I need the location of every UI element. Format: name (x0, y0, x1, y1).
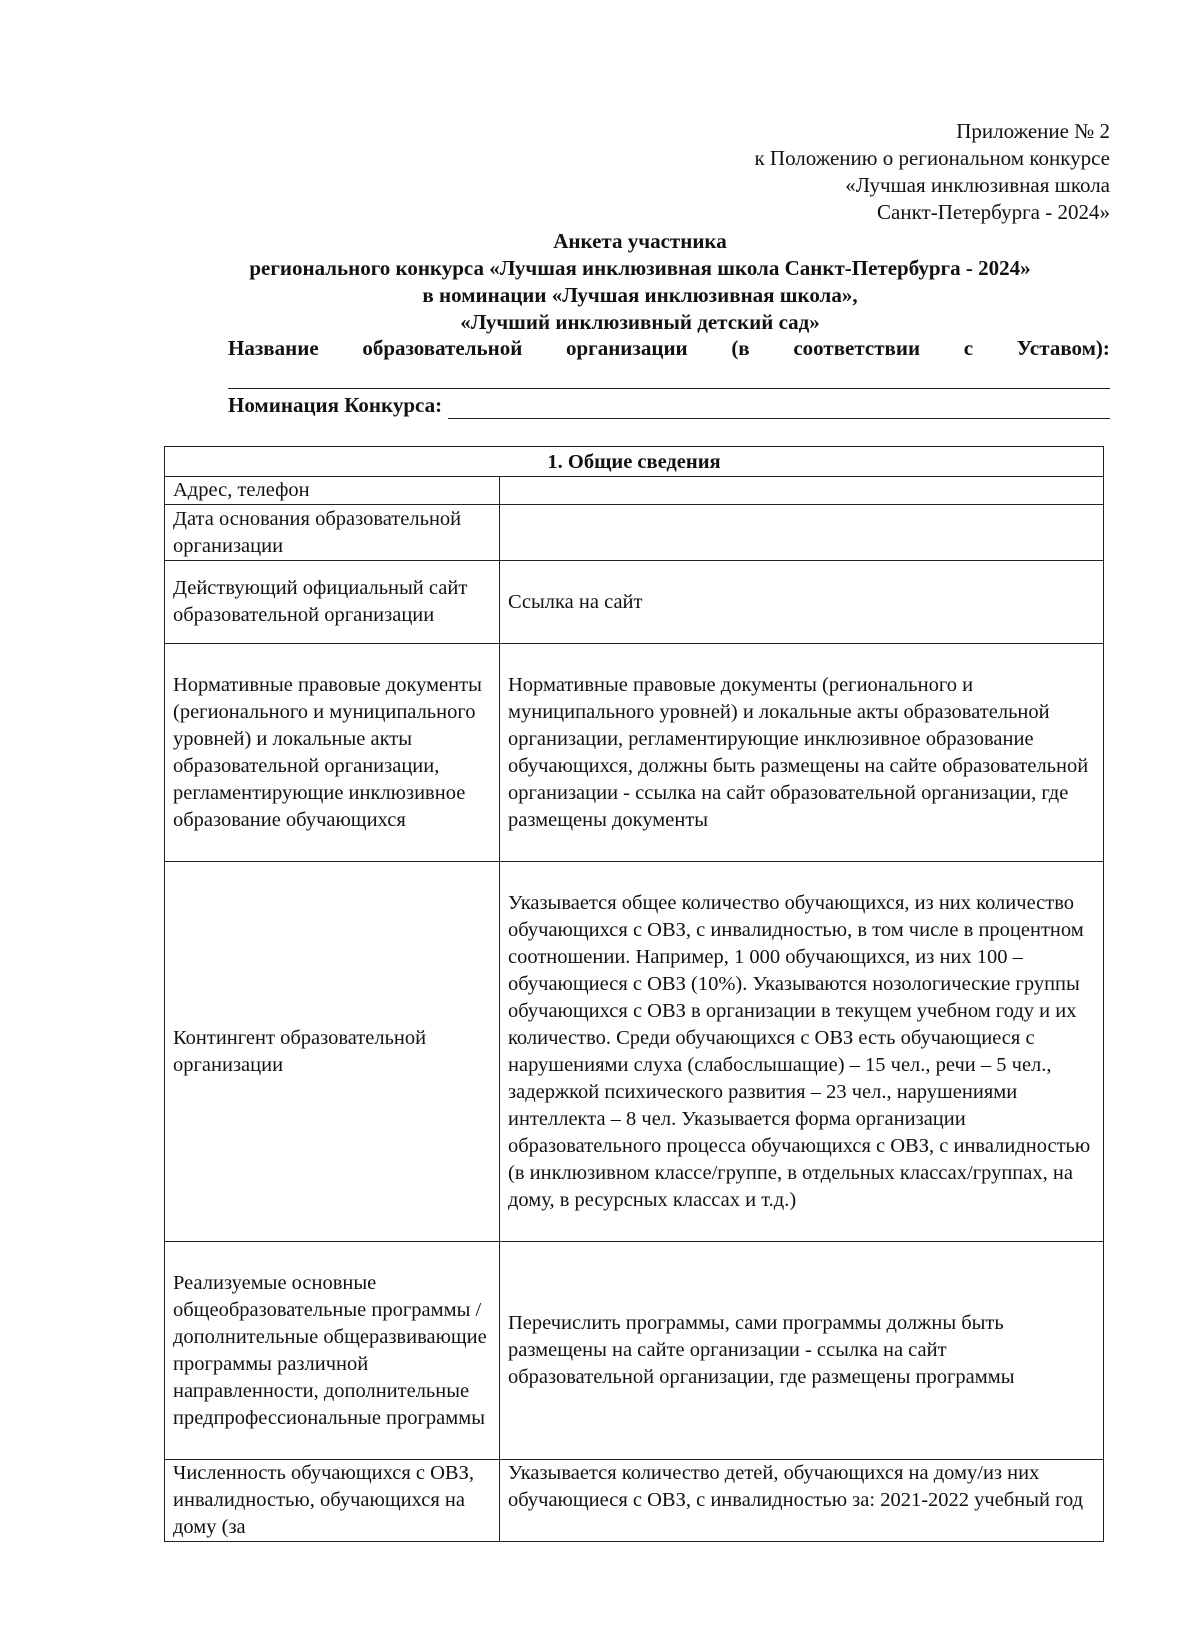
row-label: Адрес, телефон (165, 477, 500, 505)
section-title: 1. Общие сведения (165, 447, 1104, 477)
row-value: Указывается общее количество обучающихся, из них количество обучающихся с ОВЗ, с инвалидностью, в том числе в процентном соотношении. Например, 1 000 обучающихся, из них 100 – обучающиеся с ОВЗ (10%). Указываются нозологические группы обучающихся с ОВЗ в организации в текущем учебном году и их количество. Среди обучающихся с ОВЗ есть обучающиеся с нарушениями слуха (слабослышащие) – 15 чел., речи – 5 чел., задержкой психического развития – 23 чел., нарушениями интеллекта – 8 чел. Указывается форма организации образовательного процесса обучающихся с ОВЗ, с инвалидностью (в инклюзивном классе/группе, в отдельных классах/группах, на дому, в ресурсных классах и т.д.) (500, 862, 1104, 1242)
row-label: Контингент образовательной организации (165, 862, 500, 1242)
org-name-word: с (963, 336, 974, 360)
row-label: Дата основания образовательной организации (165, 505, 500, 561)
row-label: Численность обучающихся с ОВЗ, инвалидностью, обучающихся на дому (за (165, 1460, 500, 1542)
appendix-line: «Лучшая инклюзивная школа (845, 173, 1110, 197)
org-name-fill-line (228, 388, 1110, 389)
row-value: Нормативные правовые документы (регионального и муниципального уровней) и локальные акты образовательной организации, регламентирующие инклюзивное образование обучающихся, должны быть размещены на сайте образовательной организации - ссылка на сайт образовательной организации, где размещены документы (500, 644, 1104, 862)
appendix-header (410, 118, 1110, 226)
org-name-word: образовательной (362, 336, 523, 360)
row-value: Указывается количество детей, обучающихся на дому/из них обучающиеся с ОВЗ, с инвалидностью за: 2021-2022 учебный год (500, 1460, 1104, 1542)
document-title (0, 228, 1200, 336)
row-value: Ссылка на сайт (500, 561, 1104, 644)
title-line: в номинации «Лучшая инклюзивная школа», (422, 283, 858, 307)
nomination-label: Номинация Конкурса: (228, 393, 443, 417)
row-value: Перечислить программы, сами программы должны быть размещены на сайте организации - ссылка на сайт образовательной организации, где размещены программы (500, 1242, 1104, 1460)
org-name-word: соответствии (793, 336, 921, 360)
row-value (500, 477, 1104, 505)
appendix-line: Санкт-Петербурга - 2024» (877, 200, 1110, 224)
nomination-field (228, 392, 1110, 419)
nomination-fill-line (448, 396, 1110, 419)
title-line: «Лучший инклюзивный детский сад» (460, 310, 820, 334)
appendix-line: к Положению о региональном конкурсе (754, 146, 1110, 170)
row-label: Действующий официальный сайт образовательной организации (165, 561, 500, 644)
org-name-label (228, 335, 1110, 362)
title-line: регионального конкурса «Лучшая инклюзивная школа Санкт-Петербурга - 2024» (249, 256, 1031, 280)
general-info-table (164, 446, 1104, 1542)
org-name-word: организации (565, 336, 688, 360)
org-name-word: (в (731, 336, 750, 360)
row-label: Нормативные правовые документы (регионального и муниципального уровней) и локальные акты образовательной организации, регламентирующие инклюзивное образование обучающихся (165, 644, 500, 862)
row-label: Реализуемые основные общеобразовательные программы / дополнительные общеразвивающие программы различной направленности, дополнительные предпрофессиональные программы (165, 1242, 500, 1460)
row-value (500, 505, 1104, 561)
title-line: Анкета участника (553, 229, 727, 253)
org-name-word: Название (228, 336, 319, 360)
appendix-line: Приложение № 2 (956, 119, 1110, 143)
org-name-word: Уставом): (1016, 336, 1110, 360)
